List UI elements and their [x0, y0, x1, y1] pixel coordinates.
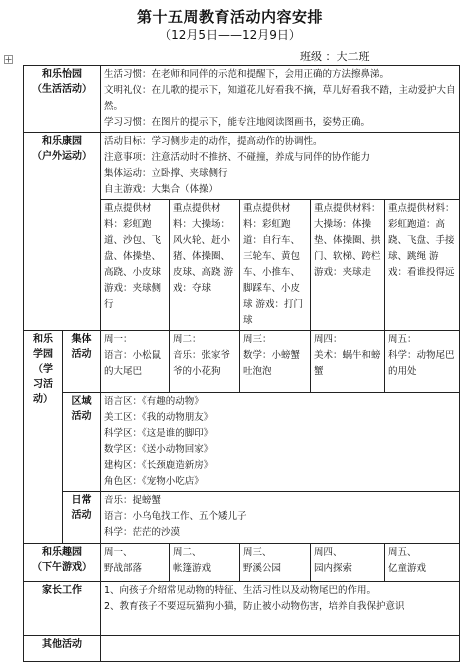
- life-row: [24, 66, 460, 133]
- life-line: 生活习惯：在老师和同伴的示范和提醒下，会用正确的方法擦鼻涕。: [104, 69, 390, 80]
- daily-label-line: 活动: [71, 510, 92, 521]
- game-header-line: 和乐趣园: [42, 547, 82, 558]
- other-row: [24, 636, 460, 662]
- group-text: 科学：动物尾巴的用处: [388, 350, 455, 377]
- page-title: 第十五周教育活动内容安排: [136, 8, 323, 26]
- outdoor-line: 注意事项：注意活动时不推挤、不碰撞，养成与同伴的协作能力: [104, 152, 371, 163]
- group-day: 周五：: [388, 334, 417, 345]
- group-text: 音乐：张家爷爷的小花狗: [173, 350, 231, 377]
- area-activity-label: [63, 393, 101, 492]
- group-text: 数学：小螃蟹吐泡泡: [243, 350, 301, 377]
- life-line: 文明礼仪：在儿歌的提示下，知道花儿好看我不摘，草儿好看我不踏，主动爱护大自然。: [104, 85, 456, 112]
- outdoor-line: 活动目标：学习侧步走的动作，提高动作的协调性。: [104, 136, 323, 147]
- game-day: 周一、: [104, 547, 133, 558]
- area-content: [101, 393, 460, 492]
- game-day-cell: [385, 544, 460, 582]
- outdoor-day-text: 重点提供材料：彩虹跑道：高跷、飞盘、手接球、跳绳 游戏：看谁投得远: [388, 203, 455, 278]
- study-group-row: [24, 331, 460, 393]
- group-day-cell: [240, 331, 311, 393]
- outdoor-row: [24, 133, 460, 200]
- outdoor-day-cell: [170, 200, 240, 331]
- game-text: 帐篷游戏: [173, 563, 212, 574]
- game-header-line: （下午游戏）: [32, 562, 92, 573]
- schedule-table: [23, 65, 460, 662]
- group-day-cell: [170, 331, 240, 393]
- outdoor-header-line: 和乐康园: [42, 136, 82, 147]
- outdoor-day-text: 重点提供材料：彩虹跑道、沙包、飞盘、体操垫、高跷、小皮球 游戏：夹球侧行: [104, 203, 162, 310]
- area-line: 数学区：《送小动物回家》: [104, 444, 214, 455]
- game-day: 周四、: [314, 547, 343, 558]
- game-day-cell: [311, 544, 385, 582]
- daily-line: 音乐：捉螃蟹: [104, 495, 162, 506]
- group-day: 周三：: [243, 334, 272, 345]
- game-text: 野战部落: [104, 563, 143, 574]
- outdoor-day-cell: [311, 200, 385, 331]
- study-header-line: （学: [33, 364, 53, 375]
- daily-activity-label: [63, 492, 101, 544]
- outdoor-day-cell: [240, 200, 311, 331]
- outdoor-day-text: 重点提供材料：大操场：风火轮、赶小猪、体操圈、皮球、高跷 游戏：夺球: [173, 203, 234, 294]
- group-activity-label: [63, 331, 101, 393]
- daily-content: [101, 492, 460, 544]
- life-header-line: （生活活动）: [32, 84, 92, 95]
- area-line: 语言区：《有趣的动物》: [104, 396, 204, 407]
- outdoor-general: [101, 133, 460, 200]
- life-header-line: 和乐怡园: [42, 69, 82, 80]
- parent-line: 1、向孩子介绍常见动物的特征、生活习性以及动物尾巴的作用。: [104, 585, 377, 596]
- group-day-cell: [101, 331, 170, 393]
- study-area-row: [24, 393, 460, 492]
- area-line: 科学区：《这是谁的脚印》: [104, 428, 214, 439]
- area-label-line: 区域: [71, 396, 92, 407]
- study-header-line: 和乐: [33, 334, 53, 345]
- game-day: 周二、: [173, 547, 202, 558]
- study-header-line: 动）: [33, 394, 53, 405]
- outdoor-header-line: （户外运动）: [32, 151, 92, 162]
- game-day: 周三、: [243, 547, 272, 558]
- parent-content: [101, 582, 460, 636]
- life-header: [24, 66, 101, 133]
- area-line: 角色区：《宠物小吃店》: [104, 476, 204, 487]
- area-line: 建构区：《长颈鹿造新房》: [104, 460, 214, 471]
- class-label: 班级 ：大二班: [300, 50, 370, 63]
- study-header-line: 学园: [33, 349, 53, 360]
- game-day-cell: [101, 544, 170, 582]
- study-header: [24, 331, 63, 544]
- daily-label-line: 日常: [71, 495, 92, 506]
- group-label-line: 集体: [71, 334, 92, 345]
- outdoor-line: 集体运动：立卧撑、夹球侧行: [104, 168, 228, 179]
- parent-header: 家长工作: [24, 582, 101, 636]
- page-subtitle: （12月5日——12月9日）: [159, 28, 301, 42]
- outdoor-line: 自主游戏：大集合（体操）: [104, 184, 219, 195]
- group-day: 周二：: [173, 334, 202, 345]
- outdoor-day-text: 重点提供材料：大操场：体操垫、体操圈、拱门、软梯、跨栏 游戏：夹球走: [314, 203, 381, 278]
- group-day-cell: [385, 331, 460, 393]
- daily-line: 科学：茫茫的沙漠: [104, 527, 181, 538]
- parent-row: [24, 582, 460, 636]
- game-day-cell: [240, 544, 311, 582]
- game-text: 亿童游戏: [388, 563, 427, 574]
- other-content: [101, 636, 460, 662]
- move-icon[interactable]: [4, 55, 13, 64]
- game-day: 周五、: [388, 547, 417, 558]
- game-text: 野溪公园: [243, 563, 282, 574]
- daily-line: 语言：小乌龟找工作、五个矮儿子: [104, 511, 247, 522]
- group-label-line: 活动: [71, 349, 92, 360]
- life-content: [101, 66, 460, 133]
- outdoor-day-text: 重点提供材料：彩虹跑道：自行车、三轮车、黄包车、小推车、脚踩车、小皮球 游戏：打门球: [243, 203, 304, 326]
- study-daily-row: [24, 492, 460, 544]
- game-header: [24, 544, 101, 582]
- group-text: 美术：蜗牛和螃蟹: [314, 350, 381, 377]
- study-header-line: 习活: [33, 379, 53, 390]
- parent-line: 2、教育孩子不要逗玩猫狗小猫，防止被小动物伤害，培养自我保护意识: [104, 601, 405, 612]
- group-day: 周四：: [314, 334, 343, 345]
- area-label-line: 活动: [71, 411, 92, 422]
- outdoor-header: [24, 133, 101, 331]
- area-line: 美工区：《我的动物朋友》: [104, 412, 214, 423]
- game-day-cell: [170, 544, 240, 582]
- game-row: [24, 544, 460, 582]
- group-day-cell: [311, 331, 385, 393]
- outdoor-day-cell: [101, 200, 170, 331]
- outdoor-day-cell: [385, 200, 460, 331]
- other-header: 其他活动: [24, 636, 101, 662]
- game-text: 园内探索: [314, 563, 353, 574]
- life-line: 学习习惯：在图片的提示下，能专注地阅读图画书，姿势正确。: [104, 117, 371, 128]
- group-text: 语言：小松鼠的大尾巴: [104, 350, 162, 377]
- group-day: 周一：: [104, 334, 133, 345]
- move-icon-glyph: [4, 55, 13, 64]
